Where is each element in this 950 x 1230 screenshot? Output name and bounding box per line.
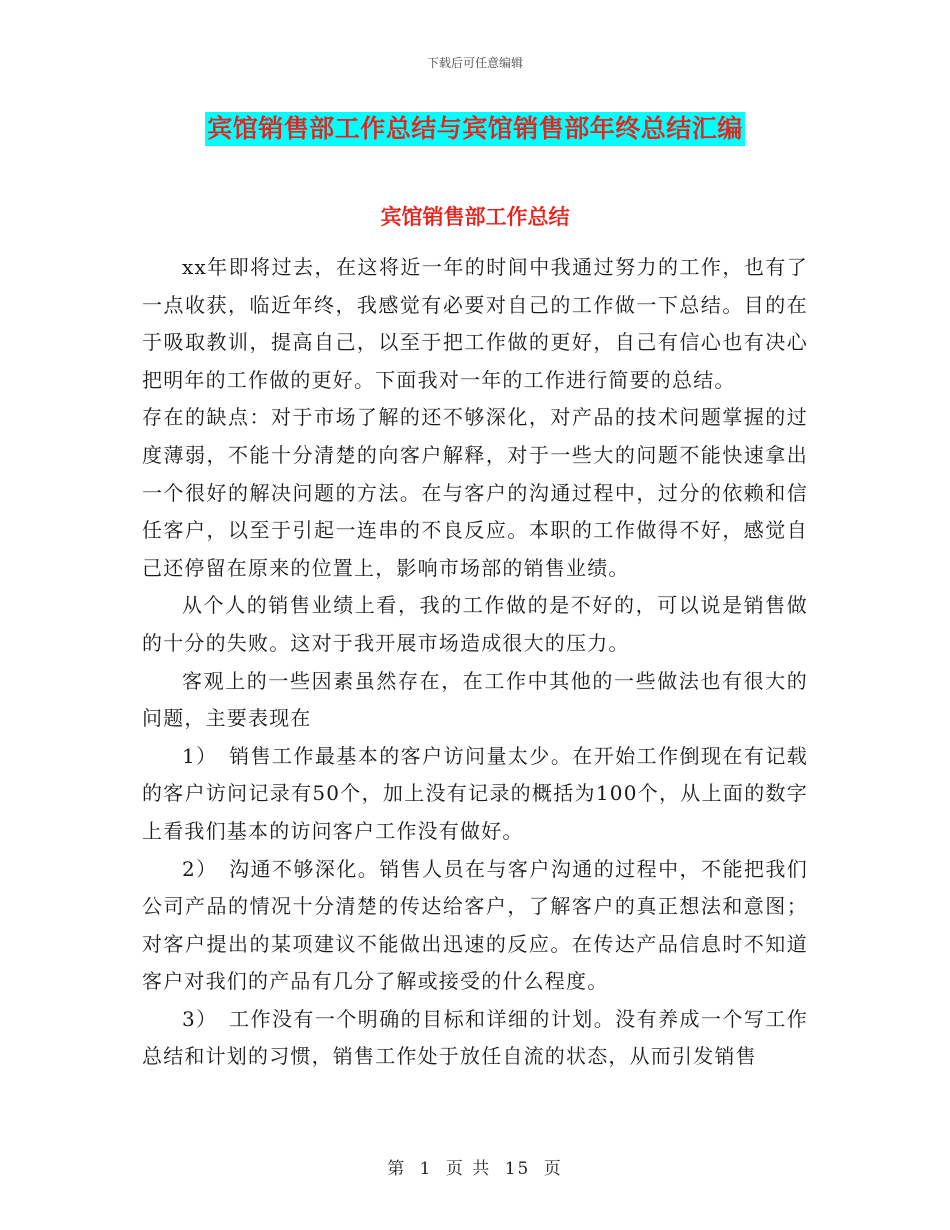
footer-page-total: 15 <box>504 1159 531 1179</box>
footer-prefix: 第 <box>387 1159 407 1179</box>
paragraph: xx年即将过去，在这将近一年的时间中我通过努力的工作，也有了一点收获，临近年终，我感觉有必要对自己的工作做一下总结。目的在于吸取教训，提高自己，以至于把工作做的更好，自己有信心也有决心把明年的工作做的更好。下面我对一年的工作进行简要的总结。 <box>142 255 808 392</box>
page-footer <box>0 1154 950 1179</box>
paragraph: 存在的缺点：对于市场了解的还不够深化，对产品的技术问题掌握的过度薄弱，不能十分清楚的向客户解释，对于一些大的问题不能快速拿出一个很好的解决问题的方法。在与客户的沟通过程中，过分的依赖和信任客户，以至于引起一连串的不良反应。本职的工作做得不好，感觉自己还停留在原来的位置上，影响市场部的销售业绩。 <box>142 405 808 580</box>
footer-suffix: 页 <box>543 1159 563 1179</box>
footer-page-number: 1 <box>419 1159 433 1179</box>
body-text <box>142 249 808 1076</box>
paragraph: 2） 沟通不够深化。销售人员在与客户沟通的过程中，不能把我们公司产品的情况十分清楚的传达给客户，了解客户的真正想法和意图；对客户提出的某项建议不能做出迅速的反应。在传达产品信息时不知道客户对我们的产品有几分了解或接受的什么程度。 <box>142 856 808 994</box>
footer-middle: 页 共 <box>445 1159 492 1179</box>
paragraph: 客观上的一些因素虽然存在，在工作中其他的一些做法也有很大的问题，主要表现在 <box>142 668 808 731</box>
header-note: 下载后可任意编辑 <box>426 56 523 70</box>
section-title: 宾馆销售部工作总结 <box>380 205 570 229</box>
paragraph: 1） 销售工作最基本的客户访问量太少。在开始工作倒现在有记载的客户访问记录有50个，加上没有记录的概括为100个，从上面的数字上看我们基本的访问客户工作没有做好。 <box>142 743 808 843</box>
paragraph: 从个人的销售业绩上看，我的工作做的是不好的，可以说是销售做的十分的失败。这对于我开展市场造成很大的压力。 <box>142 593 808 655</box>
document-title: 宾馆销售部工作总结与宾馆销售部年终总结汇编 <box>205 112 745 146</box>
paragraph: 3） 工作没有一个明确的目标和详细的计划。没有养成一个写工作总结和计划的习惯，销售工作处于放任自流的状态，从而引发销售 <box>142 1006 808 1069</box>
document-title-wrap <box>0 112 950 146</box>
